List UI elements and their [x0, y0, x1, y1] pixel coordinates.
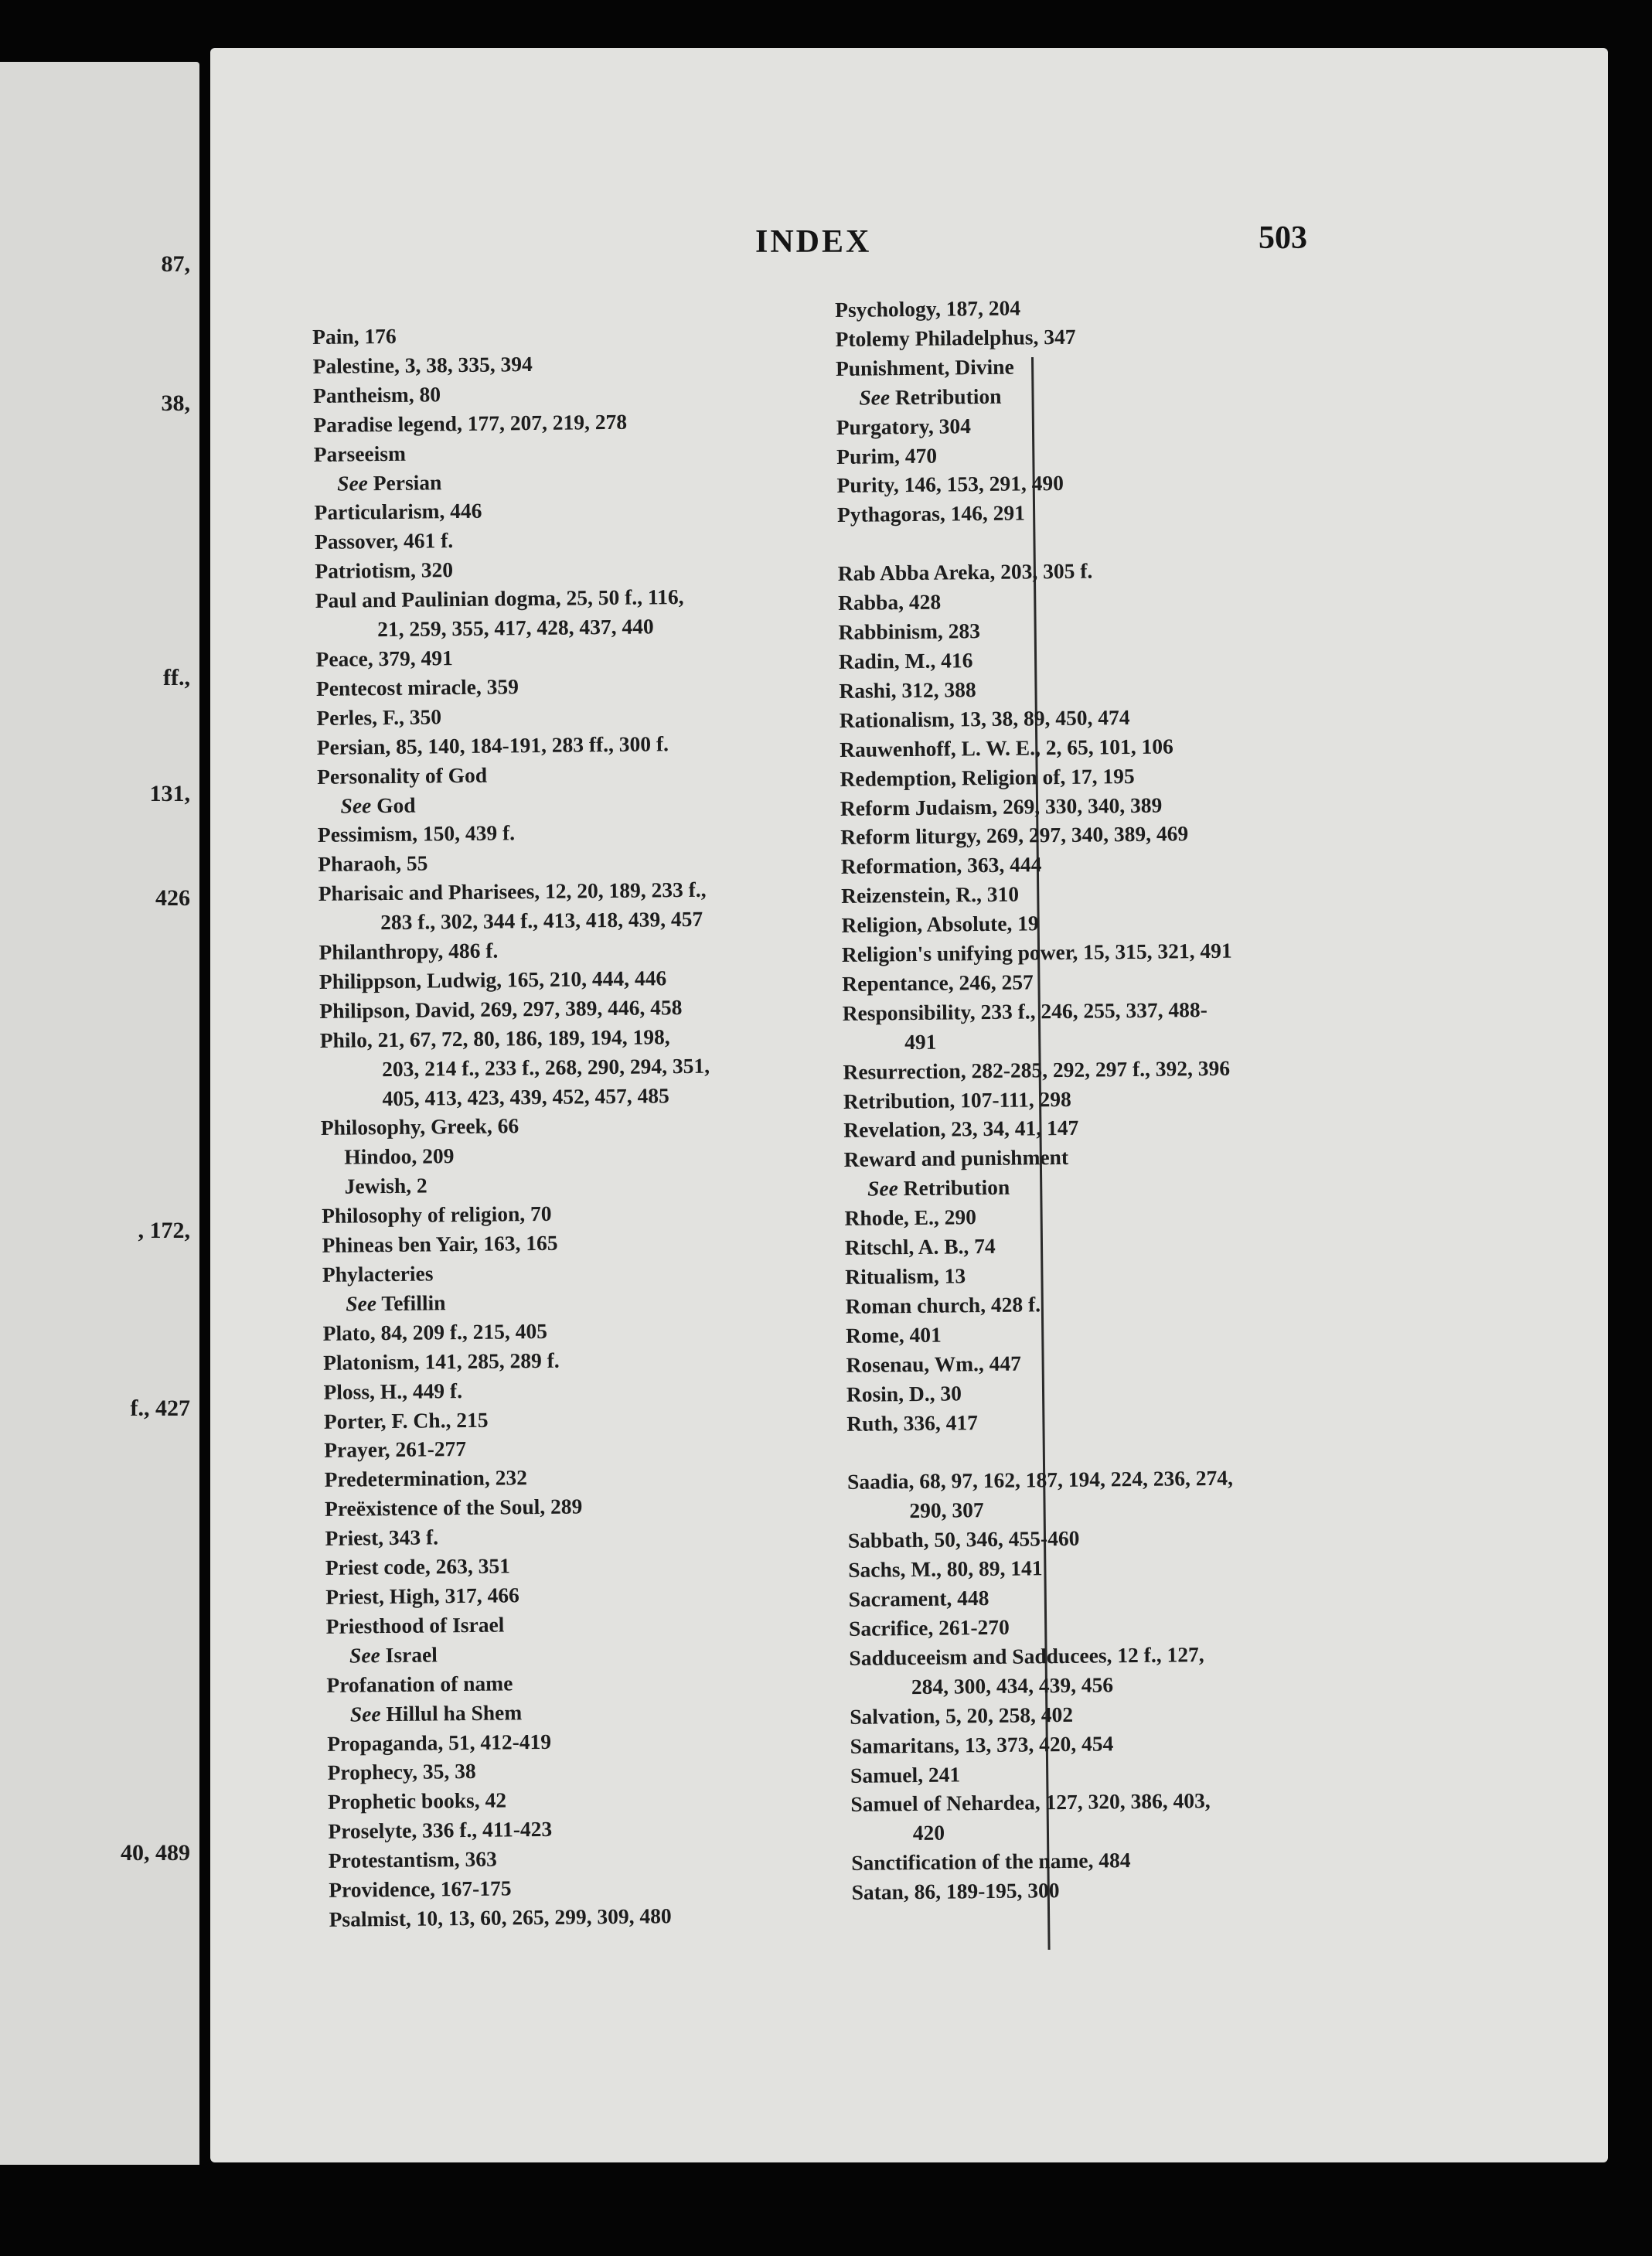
- index-entry: [846, 1402, 1465, 1438]
- previous-page-edge: [0, 62, 199, 2165]
- index-entry-text: Punishment, Divine: [835, 354, 1014, 380]
- index-entry-text: Phineas ben Yair, 163, 165: [322, 1230, 558, 1258]
- index-entry-text: 21, 259, 355, 417, 428, 437, 440: [376, 614, 654, 642]
- index-entry-text: Psychology, 187, 204: [835, 295, 1021, 322]
- index-entry-text: Ploss, H., 449 f.: [323, 1378, 463, 1404]
- index-entry-text: Prayer, 261-277: [324, 1436, 467, 1463]
- index-entry-text: Jewish, 2: [344, 1173, 427, 1198]
- index-entry-text: Saadia, 68, 97, 162, 187, 194, 224, 236, 274,: [846, 1466, 1234, 1494]
- index-entry-text: 420: [912, 1820, 945, 1845]
- see-reference-label: See: [349, 1642, 380, 1668]
- previous-page-fragment: ff.,: [163, 665, 190, 690]
- index-entry-text: Retribution: [894, 383, 1002, 409]
- index-entry-text: Rashi, 312, 388: [839, 676, 976, 703]
- index-entry-text: Salvation, 5, 20, 258, 402: [850, 1702, 1074, 1729]
- index-entry-text: Samuel, 241: [850, 1761, 961, 1787]
- index-entry-text: Satan, 86, 189-195, 300: [851, 1878, 1060, 1905]
- index-entry-text: Ritschl, A. B., 74: [844, 1233, 996, 1260]
- index-entry-text: Hillul ha Shem: [386, 1699, 523, 1726]
- index-entry-text: Pharisaic and Pharisees, 12, 20, 189, 233 f.,: [318, 877, 707, 906]
- index-entry-text: Hindoo, 209: [344, 1143, 455, 1170]
- index-entry-text: Predetermination, 232: [324, 1465, 528, 1492]
- index-entry-text: Profanation of name: [326, 1671, 513, 1697]
- index-column-left: [312, 316, 917, 1934]
- previous-page-fragment: 87,: [161, 251, 190, 277]
- index-entry-text: Priest, High, 317, 466: [325, 1583, 519, 1609]
- index-entry-text: Passover, 461 f.: [314, 528, 454, 554]
- index-entry-text: Persian, 85, 140, 184-191, 283 ff., 300 f.: [316, 731, 669, 759]
- index-entry-text: Prophecy, 35, 38: [327, 1759, 476, 1785]
- previous-page-fragment: 40, 489: [121, 1840, 190, 1866]
- index-entry-text: Repentance, 246, 257: [842, 970, 1034, 996]
- index-entry-text: Resurrection, 282-285, 292, 297 f., 392, 396: [843, 1055, 1231, 1084]
- index-entry-text: Patriotism, 320: [315, 557, 454, 584]
- index-entry-text: Pessimism, 150, 439 f.: [317, 820, 516, 847]
- index-entry-text: Reizenstein, R., 310: [840, 881, 1020, 908]
- index-entry-text: Ptolemy Philadelphus, 347: [835, 324, 1076, 351]
- index-entry-text: Priest, 343 f.: [325, 1525, 439, 1551]
- index-entry-text: Rationalism, 13, 38, 89, 450, 474: [839, 704, 1130, 732]
- index-entry-text: Sacrifice, 261-270: [848, 1614, 1010, 1641]
- index-entry-text: Psalmist, 10, 13, 60, 265, 299, 309, 480: [329, 1903, 672, 1931]
- index-entry-text: Purim, 470: [836, 443, 938, 469]
- index-entry-text: 491: [904, 1029, 937, 1054]
- index-entry-text: Philipson, David, 269, 297, 389, 446, 458: [319, 994, 683, 1023]
- index-entry-text: Philo, 21, 67, 72, 80, 186, 189, 194, 198,: [319, 1024, 670, 1052]
- previous-page-fragment: 131,: [149, 781, 190, 806]
- index-entry-text: Redemption, Religion of, 17, 195: [840, 763, 1135, 791]
- index-entry-text: Ritualism, 13: [845, 1263, 966, 1289]
- index-entry-text: Pantheism, 80: [312, 382, 441, 407]
- index-entry-text: Tefillin: [381, 1290, 446, 1316]
- index-entry-text: Responsibility, 233 f., 246, 255, 337, 488-: [842, 997, 1207, 1025]
- index-entry-text: God: [376, 792, 416, 817]
- index-entry-text: Priesthood of Israel: [325, 1612, 505, 1638]
- index-entry-text: Porter, F. Ch., 215: [323, 1407, 489, 1433]
- index-entry-text: Sanctification of the name, 484: [851, 1848, 1131, 1876]
- index-entry: [837, 494, 1456, 530]
- index-entry-text: Palestine, 3, 38, 335, 394: [312, 351, 533, 378]
- index-entry-text: Peace, 379, 491: [315, 646, 453, 671]
- index-entry-text: Sadduceeism and Sadducees, 12 f., 127,: [849, 1641, 1204, 1670]
- previous-page-fragment: , 172,: [138, 1218, 190, 1243]
- index-entry-text: Prophetic books, 42: [327, 1787, 507, 1815]
- previous-page-fragment: 38,: [161, 390, 190, 416]
- index-entry-text: Pain, 176: [312, 323, 397, 349]
- index-column-right: [835, 289, 1470, 1907]
- index-entry-text: Rab Abba Areka, 203, 305 f.: [837, 558, 1093, 586]
- index-entry-text: Revelation, 23, 34, 41, 147: [843, 1116, 1079, 1143]
- index-entry-text: Philosophy of religion, 70: [321, 1201, 552, 1229]
- index-entry-text: Reform Judaism, 269, 330, 340, 389: [840, 792, 1163, 820]
- index-entry-text: Paradise legend, 177, 207, 219, 278: [313, 409, 628, 437]
- index-entry-text: Religion, Absolute, 19: [841, 911, 1039, 938]
- index-entry-text: Philanthropy, 486 f.: [318, 938, 499, 964]
- index-entry-text: Priest code, 263, 351: [325, 1553, 511, 1580]
- index-entry-text: Sabbath, 50, 346, 455-460: [847, 1526, 1080, 1553]
- index-entry-text: Radin, M., 416: [838, 648, 973, 673]
- index-entry-text: Platonism, 141, 285, 289 f.: [322, 1348, 560, 1375]
- see-reference-label: See: [340, 792, 372, 818]
- index-entry-text: Pythagoras, 146, 291: [836, 500, 1026, 527]
- see-reference-label: See: [867, 1176, 898, 1201]
- index-entry-text: Reformation, 363, 444: [840, 852, 1042, 879]
- index-entry-text: Roman church, 428 f.: [845, 1292, 1041, 1318]
- index-entry-text: Religion's unifying power, 15, 315, 321, 491: [841, 938, 1232, 966]
- index-entry-text: Reform liturgy, 269, 297, 340, 389, 469: [840, 821, 1189, 850]
- index-entry-text: Proselyte, 336 f., 411-423: [328, 1817, 553, 1844]
- index-entry-text: Perles, F., 350: [316, 704, 442, 730]
- index-entry-text: Propaganda, 51, 412-419: [327, 1729, 552, 1756]
- page-number: 503: [1259, 220, 1307, 256]
- index-entry-text: 203, 214 f., 233 f., 268, 290, 294, 351,: [381, 1053, 710, 1081]
- index-entry-text: Parseeism: [313, 441, 407, 466]
- index-entry-text: Rauwenhoff, L. W. E., 2, 65, 101, 106: [839, 734, 1173, 762]
- index-entry-text: Particularism, 446: [314, 499, 482, 525]
- index-entry-text: 284, 300, 434, 439, 456: [911, 1672, 1114, 1699]
- index-entry-text: Protestantism, 363: [328, 1846, 497, 1873]
- index-entry-text: Rabba, 428: [838, 589, 942, 615]
- previous-page-fragment: f., 427: [130, 1396, 190, 1421]
- index-entry-text: Sacrament, 448: [848, 1586, 989, 1611]
- index-entry-text: Preëxistence of the Soul, 289: [324, 1494, 583, 1522]
- index-page: [210, 48, 1608, 2162]
- index-entry-text: Rosin, D., 30: [846, 1380, 962, 1406]
- index-entry-text: Ruth, 336, 417: [846, 1409, 979, 1436]
- index-entry-text: Phylacteries: [322, 1261, 434, 1286]
- index-entry-text: Retribution: [903, 1174, 1010, 1201]
- index-entry-text: Philippson, Ludwig, 165, 210, 444, 446: [318, 966, 667, 993]
- index-entry-text: Sachs, M., 80, 89, 141: [848, 1556, 1043, 1583]
- index-entry-text: Samuel of Nehardea, 127, 320, 386, 403,: [850, 1788, 1211, 1817]
- index-entry-text: Persian: [373, 469, 442, 495]
- index-entry-text: Reward and punishment: [843, 1145, 1069, 1172]
- index-entry-text: Personality of God: [316, 762, 488, 789]
- index-entry-text: 290, 307: [909, 1498, 984, 1523]
- index-entry-text: Retribution, 107-111, 298: [843, 1086, 1071, 1113]
- index-entry-text: Philosophy, Greek, 66: [320, 1113, 519, 1140]
- index-entry-text: Rabbinism, 283: [838, 619, 981, 645]
- index-entry-text: Providence, 167-175: [329, 1876, 512, 1902]
- index-entry-text: Rosenau, Wm., 447: [846, 1351, 1022, 1377]
- see-reference-label: See: [346, 1291, 377, 1316]
- index-entry-text: Paul and Paulinian dogma, 25, 50 f., 116,: [315, 584, 684, 613]
- see-reference-label: See: [349, 1701, 381, 1726]
- index-entry-text: Rhode, E., 290: [844, 1205, 977, 1231]
- index-entry-text: 283 f., 302, 344 f., 413, 418, 439, 457: [380, 906, 703, 935]
- index-entry-text: Plato, 84, 209 f., 215, 405: [322, 1318, 548, 1345]
- index-entry-text: Pharaoh, 55: [318, 850, 428, 877]
- see-reference-label: See: [337, 470, 369, 496]
- index-entry-text: Samaritans, 13, 373, 420, 454: [850, 1730, 1114, 1758]
- previous-page-fragment: 426: [155, 885, 190, 911]
- index-entry: [851, 1872, 1470, 1907]
- see-reference-label: See: [859, 384, 891, 410]
- index-entry-text: 405, 413, 423, 439, 452, 457, 485: [382, 1082, 669, 1110]
- index-entry-text: Israel: [385, 1642, 438, 1667]
- index-entry: [329, 1899, 916, 1934]
- index-entry-text: Purgatory, 304: [836, 413, 972, 439]
- index-entry-text: Pentecost miracle, 359: [315, 674, 519, 700]
- page-title: INDEX: [755, 224, 872, 260]
- index-entry-text: Rome, 401: [845, 1322, 942, 1348]
- index-entry-text: Purity, 146, 153, 291, 490: [836, 471, 1064, 498]
